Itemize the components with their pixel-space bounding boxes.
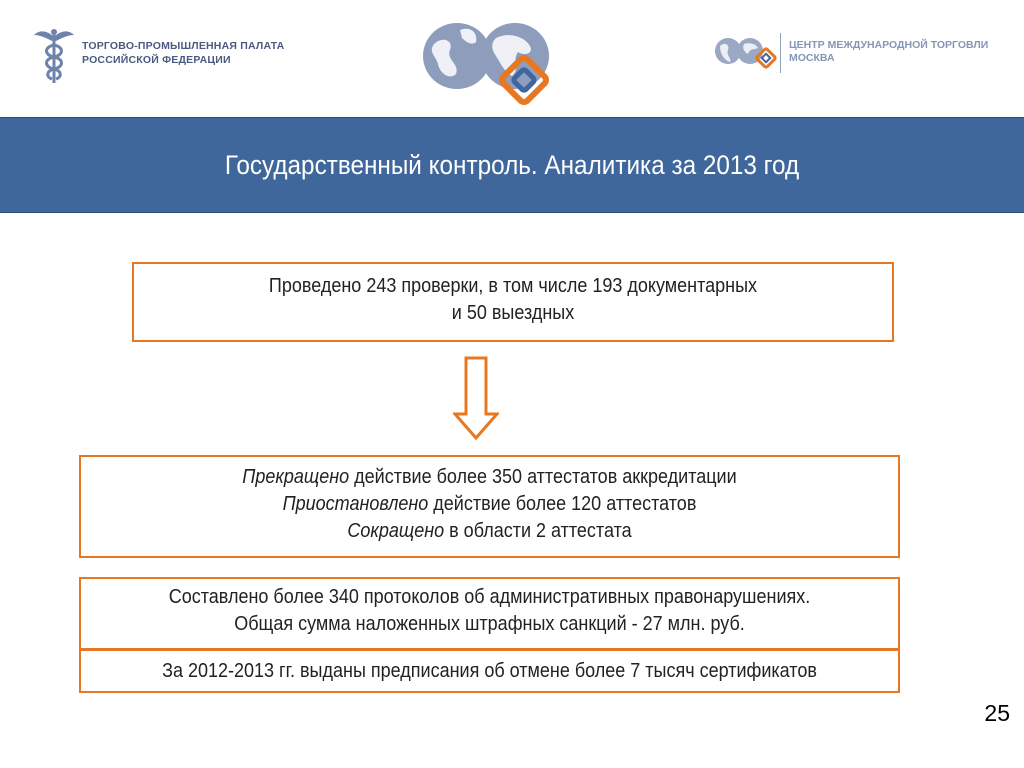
orders-line1: За 2012-2013 гг. выданы предписания об отмене более 7 тысяч сертификатов — [162, 660, 817, 682]
globe-logo — [420, 20, 560, 106]
protocols-box — [79, 577, 900, 650]
suspended-label: Приостановлено — [282, 493, 429, 515]
tpp-name-line1: ТОРГОВО-ПРОМЫШЛЕННАЯ ПАЛАТА — [82, 40, 285, 52]
protocols-line2: Общая сумма наложенных штрафных санкций - 27 млн. руб. — [234, 613, 745, 635]
ctm-name-line1: ЦЕНТР МЕЖДУНАРОДНОЙ ТОРГОВЛИ — [789, 39, 989, 51]
reduced-text: в области 2 аттестата — [444, 520, 632, 542]
logo-divider — [780, 33, 781, 73]
certificates-box — [79, 455, 900, 558]
ctm-globe-logo — [714, 34, 780, 70]
certificates-line2 — [122, 491, 857, 518]
checks-summary-box — [132, 262, 894, 342]
tpp-name-line2: РОССИЙСКОЙ ФЕДЕРАЦИИ — [82, 54, 231, 66]
certificates-line3 — [122, 518, 857, 545]
ctm-name-line2: МОСКВА — [789, 52, 835, 64]
reduced-label: Сокращено — [347, 520, 445, 542]
down-arrow-icon — [453, 356, 499, 440]
terminated-label: Прекращено — [242, 466, 350, 488]
slide-title: Государственный контроль. Аналитика за 2013 год — [224, 150, 800, 180]
certificates-line1 — [122, 464, 857, 491]
page-number: 25 — [984, 700, 1010, 726]
tpp-caduceus-logo — [30, 25, 78, 85]
tpp-name — [82, 39, 284, 67]
checks-summary-line2: и 50 выездных — [451, 302, 575, 324]
terminated-text: действие более 350 аттестатов аккредитации — [349, 466, 737, 488]
orders-box — [79, 649, 900, 693]
suspended-text: действие более 120 аттестатов — [428, 493, 697, 515]
ctm-name — [789, 39, 988, 65]
protocols-line1: Составлено более 340 протоколов об административных правонарушениях. — [168, 586, 811, 608]
checks-summary-line1: Проведено 243 проверки, в том числе 193 документарных — [268, 275, 758, 297]
